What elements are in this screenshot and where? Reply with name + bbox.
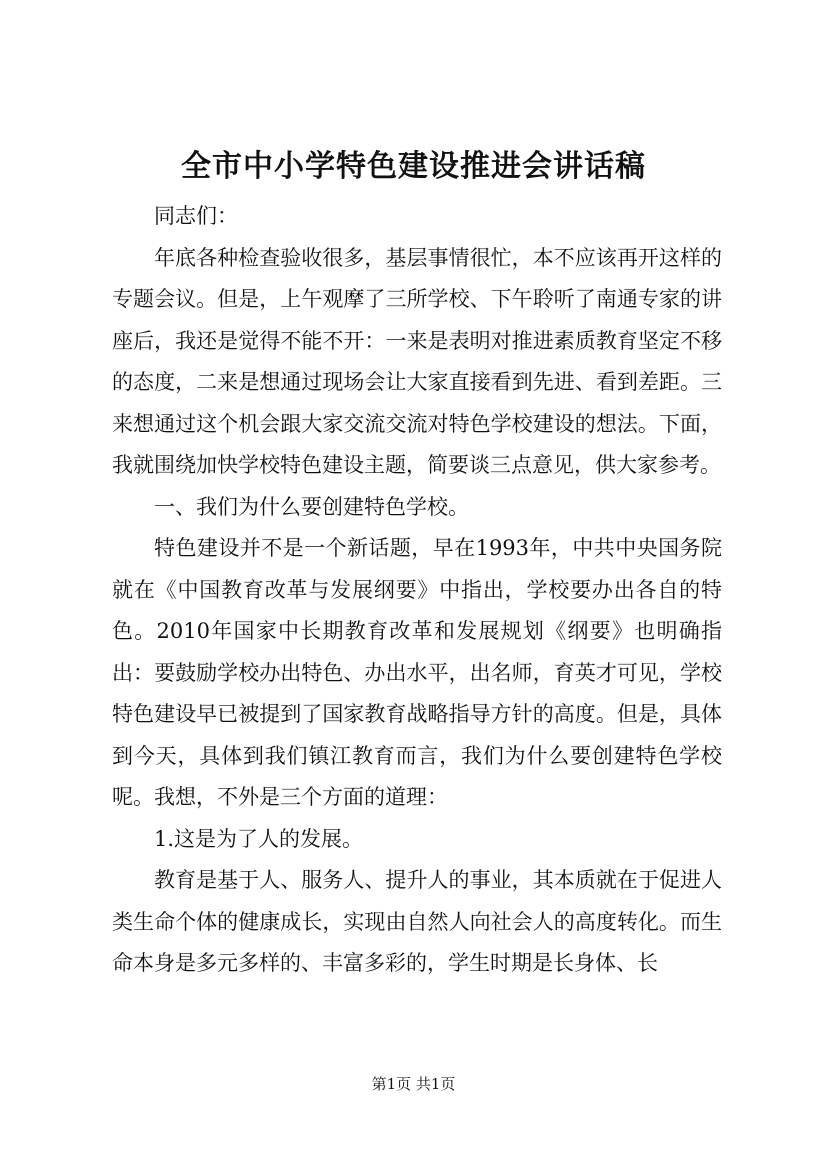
document-title: 全市中小学特色建设推进会讲话稿: [181, 149, 646, 184]
section-heading: 一、我们为什么要创建特色学校。: [154, 494, 469, 519]
page-footer: 第1页 共1页: [371, 1075, 456, 1093]
subsection-heading: 1.这是为了人的发展。: [154, 826, 364, 851]
document-body: [112, 196, 722, 985]
body-paragraph: 特色建设并不是一个新话题，早在1993年，中共中央国务院就在《中国教育改革与发展纲要》中指出，学校要办出各自的特色。2010年国家中长期教育改革和发展规划《纲要》也明确指出：要鼓励学校办出特色、办出水平，出名师，育英才可见，学校特色建设早已被提到了国家教育战略指导方针的高度。但是，具体到今天，具体到我们镇江教育而言，我们为什么要创建特色学校呢。我想，不外是三个方面的道理：: [112, 536, 722, 809]
body-paragraph: 年底各种检查验收很多，基层事情很忙，本不应该再开这样的专题会议。但是，上午观摩了三所学校、下午聆听了南通专家的讲座后，我还是觉得不能不开：一来是表明对推进素质教育坚定不移的态度，二来是想通过现场会让大家直接看到先进、看到差距。三来想通过这个机会跟大家交流交流对特色学校建设的想法。下面，我就围绕加快学校特色建设主题，简要谈三点意见，供大家参考。: [112, 245, 722, 477]
salutation-paragraph: 同志们：: [154, 204, 238, 228]
body-paragraph: 教育是基于人、服务人、提升人的事业，其本质就在于促进人类生命个体的健康成长，实现由自然人向社会人的高度转化。而生命本身是多元多样的、丰富多彩的，学生时期是长身体、长: [112, 868, 722, 975]
